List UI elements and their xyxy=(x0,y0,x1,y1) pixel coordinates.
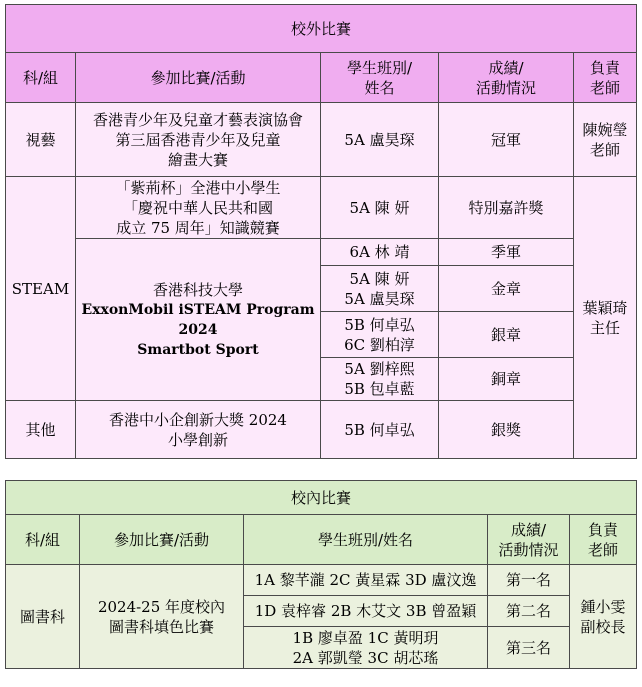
table-row xyxy=(6,103,637,177)
internal-table-title: 校內比賽 xyxy=(6,481,637,515)
group-cell: 圖書科 xyxy=(6,565,80,669)
table-row xyxy=(6,239,637,266)
teacher-cell: 鍾小雯 副校長 xyxy=(570,565,637,669)
header-competition: 參加比賽/活動 xyxy=(76,53,321,103)
competition-cell: 2024-25 年度校內 圖書科填色比賽 xyxy=(80,565,244,669)
student-cell: 5A 劉梓熙 5B 包卓藍 xyxy=(321,358,439,401)
result-cell: 第二名 xyxy=(488,596,570,627)
competition-name-en: ExxonMobil iSTEAM Program 2024 Smartbot Sport xyxy=(81,301,315,358)
competition-cell: 香港中小企創新大獎 2024 小學創新 xyxy=(76,401,321,459)
result-cell: 季軍 xyxy=(439,239,574,266)
header-teacher: 負責 老師 xyxy=(574,53,637,103)
result-cell: 銀章 xyxy=(439,312,574,358)
group-cell: 其他 xyxy=(6,401,76,459)
result-cell: 金章 xyxy=(439,266,574,312)
student-cell: 5A 陳 妍 xyxy=(321,177,439,239)
table-row xyxy=(6,177,637,239)
header-result: 成績/ 活動情況 xyxy=(488,515,570,565)
student-cell: 1B 廖卓盈 1C 黃明玥 2A 郭凱瑩 3C 胡芯瑤 xyxy=(244,627,488,669)
external-table-title: 校外比賽 xyxy=(6,5,637,53)
header-student: 學生班別/ 姓名 xyxy=(321,53,439,103)
result-cell: 特別嘉許獎 xyxy=(439,177,574,239)
header-group: 科/組 xyxy=(6,515,80,565)
student-cell: 1A 黎芊瀧 2C 黃星霖 3D 盧汶逸 xyxy=(244,565,488,596)
result-cell: 冠軍 xyxy=(439,103,574,177)
header-competition: 參加比賽/活動 xyxy=(80,515,244,565)
competition-cell xyxy=(76,239,321,401)
competition-cell: 香港青少年及兒童才藝表演協會 第三屆香港青少年及兒童 繪畫大賽 xyxy=(76,103,321,177)
header-student: 學生班別/姓名 xyxy=(244,515,488,565)
header-result: 成績/ 活動情況 xyxy=(439,53,574,103)
external-competitions-table xyxy=(5,4,637,459)
student-cell: 5B 何卓弘 xyxy=(321,401,439,459)
group-cell: STEAM xyxy=(6,177,76,401)
student-cell: 6A 林 靖 xyxy=(321,239,439,266)
result-cell: 第一名 xyxy=(488,565,570,596)
table-row xyxy=(6,401,637,459)
result-cell: 銀獎 xyxy=(439,401,574,459)
group-cell: 視藝 xyxy=(6,103,76,177)
header-group: 科/組 xyxy=(6,53,76,103)
teacher-cell: 陳婉瑩 老師 xyxy=(574,103,637,177)
student-cell: 5B 何卓弘 6C 劉柏淳 xyxy=(321,312,439,358)
student-cell: 1D 袁梓睿 2B 木艾文 3B 曾盈穎 xyxy=(244,596,488,627)
student-cell: 5A 陳 妍 5A 盧昊琛 xyxy=(321,266,439,312)
header-teacher: 負責 老師 xyxy=(570,515,637,565)
teacher-cell: 葉穎琦 主任 xyxy=(574,177,637,459)
table-row xyxy=(6,565,637,596)
student-cell: 5A 盧昊琛 xyxy=(321,103,439,177)
result-cell: 銅章 xyxy=(439,358,574,401)
internal-competitions-table xyxy=(5,480,637,669)
competition-name-zh: 香港科技大學 xyxy=(152,280,243,299)
result-cell: 第三名 xyxy=(488,627,570,669)
competition-cell: 「紫荊杯」全港中小學生 「慶祝中華人民共和國 成立 75 周年」知識競賽 xyxy=(76,177,321,239)
